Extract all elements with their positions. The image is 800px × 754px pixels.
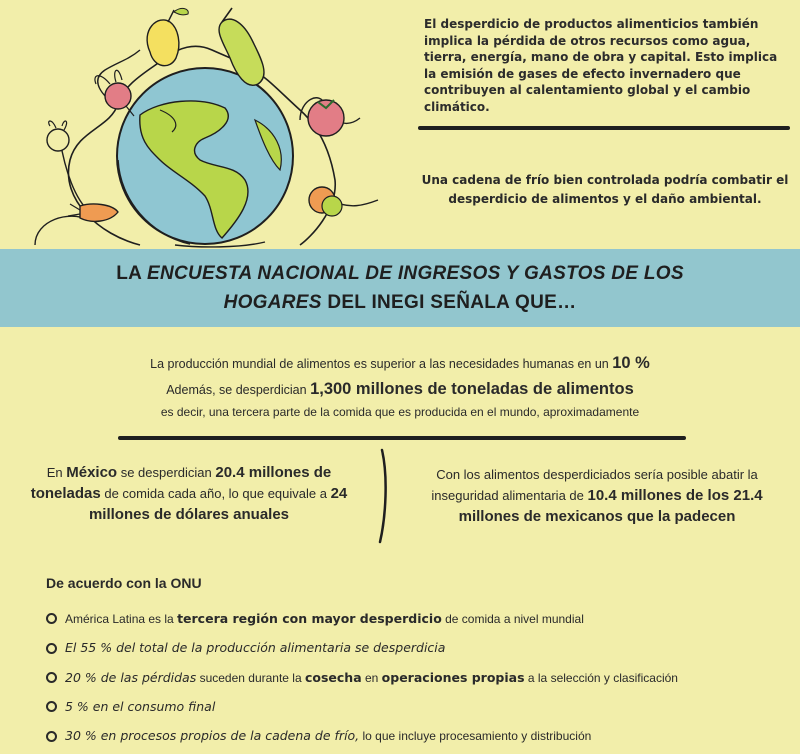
intro-paragraph: El desperdicio de productos alimenticios también implica la pérdida de otros recursos como agua, tierra, energía, mano de obra y capital. Esto implica la emisión de gases de efecto invernadero que contribuyen al calentamiento global y el cambio climático. bbox=[424, 17, 778, 114]
onion-icon bbox=[47, 121, 69, 151]
orange-icon bbox=[309, 187, 342, 216]
onu-item-2-a: El 55 % del total de la producción alimentaria se desperdicia bbox=[65, 640, 446, 656]
onu-item-3-f: a la selección y clasificación bbox=[524, 670, 678, 685]
onu-item-1-b: tercera región con mayor desperdicio bbox=[177, 611, 442, 626]
mexico-waste-stat bbox=[10, 462, 368, 525]
banner-italic1: ENCUESTA NACIONAL DE INGRESOS Y GASTOS DE LOS bbox=[147, 263, 684, 284]
onu-item-4 bbox=[46, 692, 678, 721]
world-stats bbox=[0, 350, 800, 422]
onu-title: De acuerdo con la ONU bbox=[46, 575, 202, 591]
banner-part2: DEL INEGI SEÑALA QUE… bbox=[321, 292, 577, 313]
insecurity-text: Con los alimentos desperdiciados sería posible abatir la inseguridad alimentaria de bbox=[431, 467, 758, 503]
onu-item-4-a: 5 % en el consumo final bbox=[65, 698, 216, 714]
mexico-dollars: 24 millones de dólares anuales bbox=[88, 485, 348, 523]
onu-item-5 bbox=[46, 721, 678, 750]
onu-item-5-a: 30 % en procesos propios de la cadena de frío, bbox=[65, 728, 360, 744]
bullet-circle-icon bbox=[46, 643, 57, 654]
stat-line-2-text: Además, se desperdician bbox=[166, 383, 311, 397]
brush-divider-top bbox=[418, 126, 790, 130]
onu-item-3-e: operaciones propias bbox=[381, 669, 525, 685]
banner-title bbox=[80, 259, 720, 317]
mexico-amount: 20.4 millones de toneladas bbox=[30, 464, 332, 502]
onu-item-5-b: lo que incluye procesamiento y distribución bbox=[359, 729, 592, 744]
globe-icon bbox=[117, 68, 293, 244]
food-insecurity-stat bbox=[402, 464, 792, 527]
stat-line-3: es decir, una tercera parte de la comida que es producida en el mundo, aproximadamente bbox=[160, 405, 640, 419]
carrot-icon bbox=[68, 204, 118, 221]
radish-icon bbox=[95, 70, 134, 116]
bullet-circle-icon bbox=[46, 672, 57, 683]
banner-italic2: HOGARES bbox=[223, 292, 322, 313]
onu-item-3-b: suceden durante la bbox=[196, 670, 305, 685]
headline-banner bbox=[0, 249, 800, 327]
tomato-icon bbox=[308, 100, 344, 136]
mexico-country: México bbox=[66, 464, 118, 481]
pear-icon bbox=[147, 8, 188, 65]
stat-line-1 bbox=[0, 350, 800, 376]
onu-item-1 bbox=[46, 604, 678, 633]
stat-line-2-value: 1,300 millones de toneladas de alimentos bbox=[310, 380, 634, 398]
bullet-circle-icon bbox=[46, 731, 57, 742]
bullet-circle-icon bbox=[46, 613, 57, 624]
vertical-divider bbox=[372, 446, 392, 546]
mexico-text-1: En bbox=[46, 465, 67, 480]
onu-item-3-c: cosecha bbox=[304, 669, 362, 685]
onu-item-3 bbox=[46, 663, 678, 692]
onu-item-3-d: en bbox=[361, 670, 382, 685]
onu-item-3-a: 20 % de las pérdidas bbox=[65, 669, 197, 685]
onu-item-1-c: de comida a nivel mundial bbox=[441, 612, 584, 626]
globe-illustration bbox=[0, 0, 400, 250]
onu-item-2 bbox=[46, 633, 678, 662]
insecurity-amount: 10.4 millones de los 21.4 millones de mexicanos que la padecen bbox=[458, 487, 763, 525]
brush-divider-middle bbox=[118, 436, 686, 440]
cold-chain-note: Una cadena de frío bien controlada podría combatir el desperdicio de alimentos y el daño ambiental. bbox=[421, 173, 789, 206]
mexico-text-2: se desperdician bbox=[117, 465, 216, 480]
stat-line-2 bbox=[0, 376, 800, 402]
bullet-circle-icon bbox=[46, 701, 57, 712]
mexico-text-3: de comida cada año, lo que equivale a bbox=[100, 486, 331, 501]
banner-part1: LA bbox=[116, 263, 147, 284]
stat-line-1-text: La producción mundial de alimentos es superior a las necesidades humanas en un bbox=[150, 357, 613, 371]
onu-list bbox=[46, 604, 678, 750]
onu-item-1-a: América Latina es la bbox=[65, 612, 178, 626]
stat-line-1-value: 10 % bbox=[612, 354, 650, 372]
